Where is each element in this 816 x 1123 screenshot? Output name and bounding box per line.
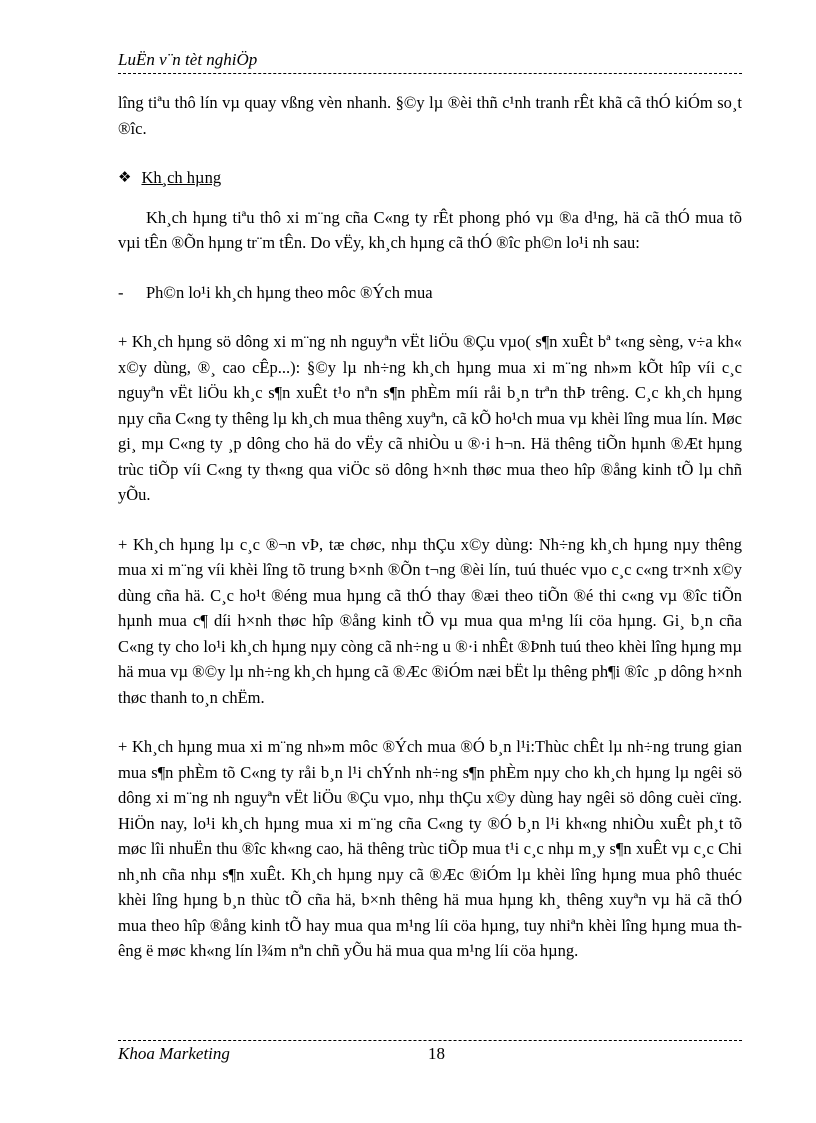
footer-rule: [118, 1040, 742, 1041]
diamond-bullet-icon: ❖: [118, 168, 132, 186]
footer-department: Khoa Marketing: [118, 1044, 230, 1063]
page-footer: [118, 1040, 742, 1066]
dash-bullet-icon: -: [118, 282, 124, 302]
section-intro-paragraph: Kh¸ch hµng tiªu thô xi m¨ng cña C«ng ty rÊt phong phó vµ ®a d¹ng, hä cã thÓ mua tõ vµi tÊn ®Õn hµng tr¨m tÊn. Do vËy, kh¸ch hµng cã thÓ ®îc ph©n lo¹i nh sau:: [118, 207, 742, 252]
document-body: [118, 90, 742, 988]
intro-paragraph: lîng tiªu thô lín vµ quay vßng vèn nhanh. §©y lµ ®èi thñ c¹nh tranh rÊt khã cã thÓ kiÓm so¸t ®îc.: [118, 93, 742, 138]
page-number: 18: [428, 1044, 445, 1063]
section-heading-text: Kh¸ch hµng: [141, 168, 222, 187]
customer-paragraph-3: + Kh¸ch hµng mua xi m¨ng nh»m môc ®Ých mua ®Ó b¸n l¹i:Thùc chÊt lµ nh÷ng trung gian mua s¶n phÈm tõ C«ng ty råi b¸n l¹i chÝnh nh÷ng s¶n phÈm nµy cho kh¸ch hµng lµ ngêi sö dông xi m¨ng nh nguyªn vËt liÖu ®Çu vµo, nhµ thÇu x©y dùng hay ngêi sö dông cuèi cïng. HiÖn nay, lo¹i kh¸ch hµng mua xi m¨ng cña C«ng ty ®Ó b¸n l¹i kh«ng nhiÒu xuÊt ph¸t tõ møc lîi nhuËn thu ®îc kh«ng cao, hä thêng trùc tiÕp mua t¹i c¸c nhµ m¸y s¶n xuÊt vµ c¸c Chi nh¸nh cña nhµ s¶n xuÊt. Kh¸ch hµng nµy cã ®Æc ®iÓm lµ khèi lîng hµng mua phô thuéc khèi lîng hµng b¸n thùc tÕ cña hä, b×nh thêng hä mua hµng kh¸ thêng xuyªn vµ hä cã thÓ mua theo hîp ®ång kinh tÕ hay mua qua m¹ng líi cöa hµng, tuy nhiªn khèi lîng hµng mua thêng ë møc kh«ng lín l¾m nªn chñ yÕu hä mua qua m¹ng líi cöa hµng.: [118, 737, 742, 960]
section-heading: [118, 165, 742, 191]
header-title: LuËn v¨n tèt nghiÖp: [118, 50, 258, 69]
classification-item: [118, 280, 742, 306]
page-header: [118, 50, 742, 74]
customer-paragraph-2: + Kh¸ch hµng lµ c¸c ®¬n vÞ, tæ chøc, nhµ thÇu x©y dùng: Nh÷ng kh¸ch hµng nµy thêng mua xi m¨ng víi khèi lîng tõ trung b×nh ®Õn t¬ng ®èi lín, tuú thuéc vµo c¸c c«ng tr×nh x©y dùng cña hä. C¸c ho¹t ®éng mua hµng cã thÓ thay ®æi theo tiÕn ®é thi c«ng vµ ®îc tiÕn hµnh mua c¶ díi h×nh thøc hîp ®ång kinh tÕ vµ mua qua m¹ng líi cöa hµng. Gi¸ b¸n cña C«ng ty cho lo¹i kh¸ch hµng nµy còng cã nh÷ng u ®·i nhÊt ®Þnh tuú theo khèi lîng hµng mµ hä mua vµ ®©y lµ nh÷ng kh¸ch hµng cã ®Æc ®iÓm næi bËt lµ thêng ph¶i ®îc ¸p dông h×nh thøc thanh to¸n chËm.: [118, 534, 742, 707]
classification-text: Ph©n lo¹i kh¸ch hµng theo môc ®Ých mua: [146, 282, 433, 302]
header-rule: [118, 73, 742, 74]
customer-paragraph-1: + Kh¸ch hµng sö dông xi m¨ng nh nguyªn vËt liÖu ®Çu vµo( s¶n xuÊt bª t«ng sèng, v÷a kh« x©y dùng, ®¸ cao cÊp...): §©y lµ nh÷ng kh¸ch hµng mua xi m¨ng nh»m kÕt hîp víi c¸c nguyªn vËt liÖu kh¸c s¶n xuÊt t¹o nªn s¶n phÈm míi råi b¸n trªn thÞ trêng. C¸c kh¸ch hµng nµy cña C«ng ty thêng lµ kh¸ch mua thêng xuyªn, cã kÕ ho¹ch mua vµ khèi lîng mua lín. Møc gi¸ mµ C«ng ty ¸p dông cho hä do vËy cã nhiÒu u ®·i h¬n. Hä thêng tiÕn hµnh ®Æt hµng trùc tiÕp víi C«ng ty th«ng qua viÖc sö dông h×nh thøc mua theo hîp ®ång kinh tÕ lµ chñ yÕu.: [118, 332, 742, 504]
